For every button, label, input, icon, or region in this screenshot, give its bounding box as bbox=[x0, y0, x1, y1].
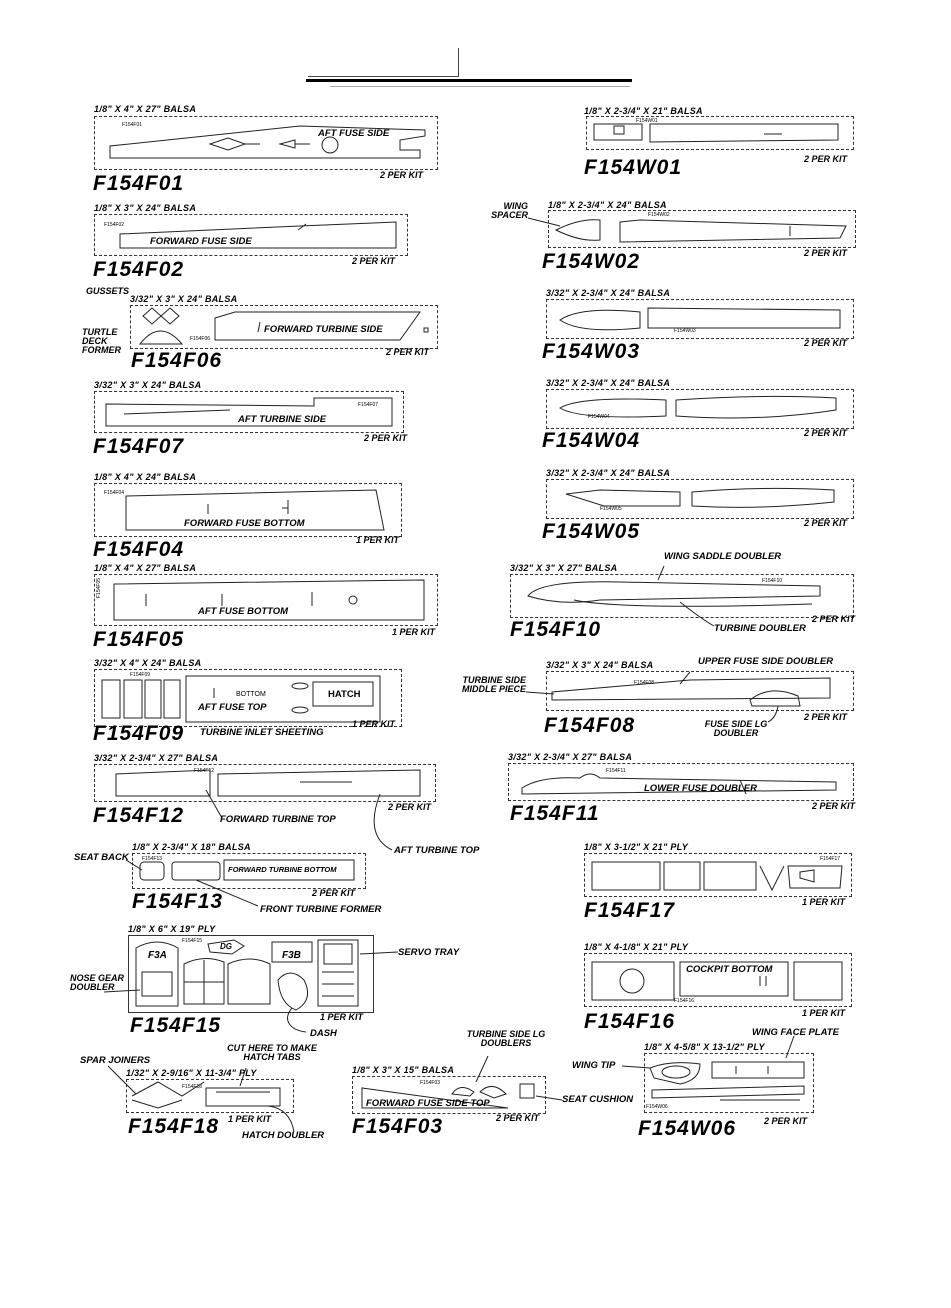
part-spec: 1/8" X 6" X 19" PLY bbox=[128, 924, 216, 934]
part-qty: 2 PER KIT bbox=[804, 712, 848, 722]
part-qty: 2 PER KIT bbox=[764, 1116, 808, 1126]
part-mark: F154F11 bbox=[606, 768, 626, 774]
part-spec: 1/8" X 2-3/4" X 21" BALSA bbox=[584, 106, 703, 116]
part-label: FORWARD TURBINE SIDE bbox=[264, 324, 383, 335]
part-label: AFT TURBINE SIDE bbox=[238, 414, 327, 425]
turtle-deck-callout: TURTLE DECK FORMER bbox=[82, 327, 121, 355]
hatch-label: HATCH bbox=[328, 689, 361, 700]
part-qty: 2 PER KIT bbox=[804, 428, 848, 438]
part-qty: 1 PER KIT bbox=[392, 627, 436, 637]
aft-turbine-top-callout: AFT TURBINE TOP bbox=[394, 845, 480, 856]
part-mark: F154F16 bbox=[674, 998, 695, 1004]
spar-joiners-callout: SPAR JOINERS bbox=[80, 1055, 151, 1066]
part-spec: 3/32" X 3" X 27" BALSA bbox=[510, 563, 618, 573]
part-spec: 1/8" X 3" X 24" BALSA bbox=[94, 203, 197, 213]
part-code: F154W04 bbox=[542, 429, 641, 452]
part-mark: F154F01 bbox=[122, 122, 143, 128]
part-qty: 2 PER KIT bbox=[312, 888, 356, 898]
part-label: COCKPIT BOTTOM bbox=[686, 964, 773, 975]
part-mark: F154F09 bbox=[130, 672, 151, 678]
upper-fuse-side-doubler-callout: UPPER FUSE SIDE DOUBLER bbox=[698, 656, 834, 667]
part-spec: 1/32" X 2-9/16" X 11-3/4" PLY bbox=[126, 1068, 257, 1078]
part-code: F154F08 bbox=[544, 714, 636, 737]
nose-gear-doubler-callout: NOSE GEAR DOUBLER bbox=[70, 973, 125, 992]
part-qty: 1 PER KIT bbox=[356, 535, 400, 545]
cut-here-callout: CUT HERE TO MAKE HATCH TABS bbox=[227, 1043, 317, 1062]
part-mark: F154F08 bbox=[634, 680, 655, 686]
part-mark: F154F17 bbox=[820, 856, 841, 862]
dash-callout: DASH bbox=[310, 1028, 337, 1039]
part-spec: 3/32" X 3" X 24" BALSA bbox=[546, 660, 654, 670]
part-spec: 1/8" X 4" X 27" BALSA bbox=[94, 104, 197, 114]
part-code: F154F12 bbox=[93, 804, 185, 827]
part-qty: 2 PER KIT bbox=[388, 802, 432, 812]
part-code: F154F17 bbox=[584, 899, 676, 922]
part-code: F154F03 bbox=[352, 1115, 444, 1138]
part-code: F154W05 bbox=[542, 520, 641, 543]
turbine-inlet-callout: TURBINE INLET SHEETING bbox=[200, 727, 324, 738]
wing-face-plate-callout: WING FACE PLATE bbox=[752, 1027, 839, 1038]
part-label: FORWARD FUSE SIDE bbox=[150, 236, 252, 247]
part-code: F154W03 bbox=[542, 340, 641, 363]
part-spec: 1/8" X 4-5/8" X 13-1/2" PLY bbox=[644, 1042, 765, 1052]
part-spec: 3/32" X 2-3/4" X 24" BALSA bbox=[546, 378, 671, 388]
part-code: F154F02 bbox=[93, 258, 185, 281]
part-code: F154F18 bbox=[128, 1115, 220, 1138]
turbine-doubler-callout: TURBINE DOUBLER bbox=[714, 623, 806, 634]
turbine-side-lg-callout: TURBINE SIDE LG DOUBLERS bbox=[466, 1029, 546, 1048]
wing-saddle-doubler-callout: WING SADDLE DOUBLER bbox=[664, 551, 782, 562]
part-qty: 2 PER KIT bbox=[496, 1113, 540, 1123]
part-spec: 1/8" X 2-3/4" X 18" BALSA bbox=[132, 842, 251, 852]
turbine-side-middle-callout: TURBINE SIDE MIDDLE PIECE bbox=[461, 675, 526, 694]
part-label: FORWARD FUSE BOTTOM bbox=[184, 518, 305, 529]
f3a-tag: F3A bbox=[148, 950, 167, 961]
part-mark: F154F04 bbox=[104, 490, 125, 496]
part-qty: 2 PER KIT bbox=[804, 154, 848, 164]
part-mark: F154W03 bbox=[674, 328, 696, 334]
part-mark: F154W02 bbox=[648, 212, 670, 218]
part-code: F154F13 bbox=[132, 890, 224, 913]
part-spec: 1/8" X 2-3/4" X 24" BALSA bbox=[548, 200, 667, 210]
part-label: FORWARD FUSE SIDE TOP bbox=[366, 1098, 490, 1109]
part-qty: 2 PER KIT bbox=[812, 614, 856, 624]
f3b-tag: F3B bbox=[282, 950, 301, 961]
wing-spacer-callout: WING SPACER bbox=[491, 201, 528, 220]
part-spec: 3/32" X 2-3/4" X 27" BALSA bbox=[94, 753, 219, 763]
part-spec: 1/8" X 4" X 27" BALSA bbox=[94, 563, 197, 573]
dg-tag: DG bbox=[220, 942, 232, 951]
part-mark: F154F18 bbox=[182, 1084, 203, 1090]
part-spec: 3/32" X 3" X 24" BALSA bbox=[130, 294, 238, 304]
part-mark: F154F12 bbox=[194, 768, 215, 774]
part-mark: F154F06 bbox=[190, 336, 211, 342]
part-qty: 1 PER KIT bbox=[320, 1012, 364, 1022]
part-qty: 2 PER KIT bbox=[804, 518, 848, 528]
part-mark: F154F02 bbox=[104, 222, 125, 228]
part-mark: F154F15 bbox=[182, 938, 203, 944]
part-code: F154W01 bbox=[584, 156, 683, 179]
bottom-label: BOTTOM bbox=[236, 691, 266, 698]
forward-turbine-top-callout: FORWARD TURBINE TOP bbox=[220, 814, 336, 825]
part-mark: F154W04 bbox=[588, 414, 610, 420]
part-mark: F154W05 bbox=[600, 506, 622, 512]
part-mark: F154F13 bbox=[142, 856, 163, 862]
part-qty: 2 PER KIT bbox=[804, 248, 848, 258]
part-qty: 2 PER KIT bbox=[386, 347, 430, 357]
part-qty: 1 PER KIT bbox=[352, 719, 396, 729]
part-label: AFT FUSE TOP bbox=[198, 702, 267, 713]
part-mark: F154W06 bbox=[646, 1104, 668, 1110]
part-label: AFT FUSE SIDE bbox=[318, 128, 390, 139]
seat-back-callout: SEAT BACK bbox=[74, 852, 129, 863]
part-code: F154F04 bbox=[93, 538, 185, 561]
part-spec: 1/8" X 3" X 15" BALSA bbox=[352, 1065, 455, 1075]
part-qty: 1 PER KIT bbox=[802, 897, 846, 907]
fuse-side-lg-doubler-callout: FUSE SIDE LG DOUBLER bbox=[704, 719, 768, 738]
part-code: F154F16 bbox=[584, 1010, 676, 1033]
part-code: F154W06 bbox=[638, 1117, 737, 1140]
part-qty: 2 PER KIT bbox=[364, 433, 408, 443]
part-spec: 3/32" X 4" X 24" BALSA bbox=[94, 658, 202, 668]
part-code: F154F01 bbox=[93, 172, 185, 195]
part-spec: 1/8" X 4-1/8" X 21" PLY bbox=[584, 942, 689, 952]
part-code: F154F05 bbox=[93, 628, 185, 651]
part-label: AFT FUSE BOTTOM bbox=[198, 606, 289, 617]
servo-tray-callout: SERVO TRAY bbox=[398, 947, 460, 958]
part-spec: 3/32" X 2-3/4" X 27" BALSA bbox=[508, 752, 633, 762]
part-qty: 1 PER KIT bbox=[228, 1114, 272, 1124]
part-qty: 2 PER KIT bbox=[352, 256, 396, 266]
part-mark: F154F10 bbox=[762, 578, 783, 584]
hatch-doubler-callout: HATCH DOUBLER bbox=[242, 1130, 325, 1141]
part-qty: 2 PER KIT bbox=[380, 170, 424, 180]
part-code: F154F15 bbox=[130, 1014, 222, 1037]
part-qty: 2 PER KIT bbox=[804, 338, 848, 348]
part-mark: F154W01 bbox=[636, 118, 658, 124]
part-mark: F154F03 bbox=[420, 1080, 441, 1086]
part-label: FORWARD TURBINE BOTTOM bbox=[228, 865, 337, 874]
seat-cushion-callout: SEAT CUSHION bbox=[562, 1094, 634, 1105]
part-spec: 3/32" X 2-3/4" X 24" BALSA bbox=[546, 288, 671, 298]
part-mark: F154F05 bbox=[96, 577, 102, 598]
gussets-callout: GUSSETS bbox=[86, 286, 130, 296]
front-turbine-former-callout: FRONT TURBINE FORMER bbox=[260, 904, 382, 915]
part-code: F154F07 bbox=[93, 435, 185, 458]
part-qty: 1 PER KIT bbox=[802, 1008, 846, 1018]
part-qty: 2 PER KIT bbox=[812, 801, 856, 811]
part-mark: F154F07 bbox=[358, 402, 379, 408]
part-label: LOWER FUSE DOUBLER bbox=[644, 783, 757, 794]
part-code: F154F11 bbox=[510, 802, 600, 825]
part-code: F154F10 bbox=[510, 618, 602, 641]
part-code: F154F06 bbox=[131, 349, 223, 372]
part-code: F154F09 bbox=[93, 722, 185, 745]
part-spec: 3/32" X 3" X 24" BALSA bbox=[94, 380, 202, 390]
part-code: F154W02 bbox=[542, 250, 641, 273]
part-spec: 1/8" X 3-1/2" X 21" PLY bbox=[584, 842, 689, 852]
part-spec: 3/32" X 2-3/4" X 24" BALSA bbox=[546, 468, 671, 478]
part-spec: 1/8" X 4" X 24" BALSA bbox=[94, 472, 197, 482]
wing-tip-callout: WING TIP bbox=[572, 1060, 616, 1071]
